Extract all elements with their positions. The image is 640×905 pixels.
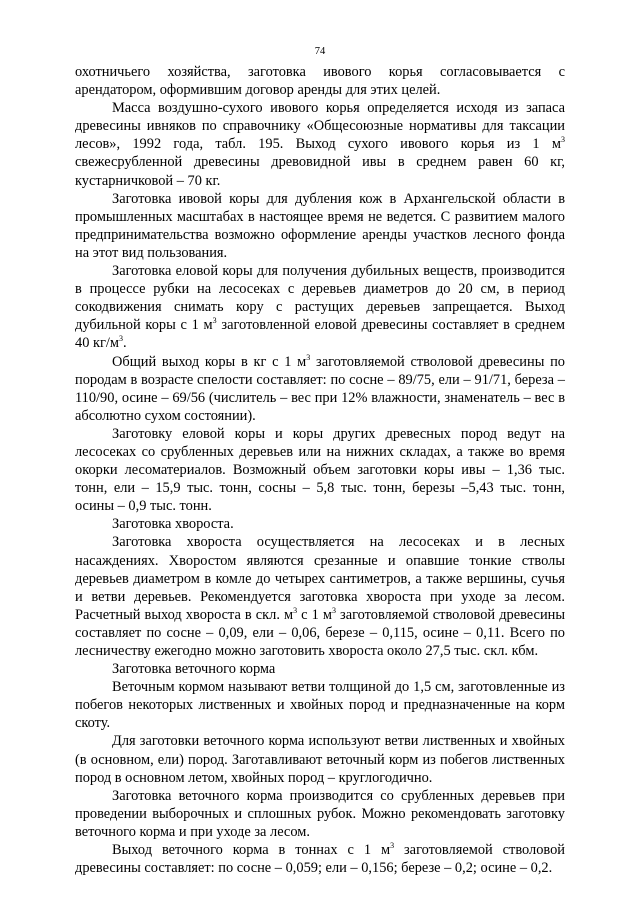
superscript: 3 — [561, 135, 565, 145]
paragraph: Для заготовки веточного корма используют ветви лиственных и хвойных (в основном, ели) пород. Заготавливают веточный корм из побегов лиственных пород в основном летом, хвойных пород – круглогодично. — [75, 733, 565, 786]
section-heading: Заготовка веточного корма — [112, 661, 276, 678]
superscript: 3 — [293, 605, 298, 615]
paragraph: Заготовка ивовой коры для дубления кож в Архангельской области в промышленных масштабах в настоящее время не ведется. С развитием малого предпринимательства возможно оформление аренды участков лесного фонда на этот вид пользования. — [75, 190, 565, 261]
superscript: 3 — [119, 334, 123, 344]
paragraph: Заготовка хвороста осуществляется на лесосеках и в лесных насаждениях. Хворостом являются срезанные и опавшие тонкие стволы деревьев диаметром в комле до четырех сантиметров, а также вершины, сучья и ветви деревьев. Рекомендуется заготовка хвороста при уходе за лесом. Расчетный выход хвороста в скл. $м^3$ с 1 $м^3$ заготовляемой стволовой древесины составляет по сосне – 0,09, ели – 0,06, березе – 0,115, осине – 0,11. Всего по лесничеству ежегодно можно заготовить хвороста около 27,5 тыс. скл. кбм. — [75, 534, 566, 659]
paragraph: охотничьего хозяйства, заготовка ивового корья согласовывается с арендатором, оформившим договор аренды для этих целей. — [75, 64, 565, 99]
paragraph: Масса воздушно-сухого ивового корья определяется исходя из запаса древесины ивняков по справочнику «Общесоюзные нормативы для таксации лесов», 1992 года, табл. 195. Выход сухого ивового корья из 1 $м^3$ свежесрубленной древесины древовидной ивы в среднем равен 60 кг, кустарничковой – 70 кг. — [75, 100, 565, 189]
superscript: 3 — [331, 605, 336, 615]
superscript: 3 — [212, 316, 217, 326]
page-number: 74 — [314, 46, 326, 57]
paragraph: Заготовка еловой коры для получения дубильных веществ, производится в процессе рубки на лесосеках с деревьев диаметров до 20 см, в период сокодвижения снимать кору с растущих деревьев запрещается. Выход дубильной коры с 1 $м^3$ заготовленной еловой древесины составляет в среднем 40 $кг/м^3$. — [75, 263, 565, 352]
paragraph: Заготовка веточного корма производится со срубленных деревьев при проведении выборочных и сплошных рубок. Можно рекомендовать заготовку веточного корма и при уходе за лесом. — [75, 787, 565, 840]
body-text — [75, 63, 565, 877]
section-heading: Заготовка хвороста. — [112, 516, 234, 533]
superscript: 3 — [390, 841, 395, 851]
paragraph: Общий выход коры в кг с 1 $м^3$ заготовляемой стволовой древесины по породам в возрасте спелости составляет: по сосне – 89/75, ели – 91/71, береза – 110/90, осине – 69/56 (числитель – вес при 12% влажности, знаменатель – вес в абсолютно сухом состоянии). — [75, 352, 566, 424]
paragraph: Выход веточного корма в тоннах с 1 $м^3$ заготовляемой стволовой древесины составляет: по сосне – 0,059; ели – 0,156; березе – 0,2; осине – 0,2. — [75, 841, 565, 877]
superscript: 3 — [306, 352, 311, 362]
paragraph: Заготовку еловой коры и коры других древесных пород ведут на лесосеках со срубленных деревьев или на нижних складах, а также во время окорки лесоматериалов. Возможный объем заготовки коры ивы – 1,36 тыс. тонн, ели – 15,9 тыс. тонн, сосны – 5,8 тыс. тонн, березы –5,43 тыс. тонн, осины – 0,9 тыс. тонн. — [75, 425, 565, 515]
paragraph: Веточным кормом называют ветви толщиной до 1,5 см, заготовленные из побегов некоторых лиственных и хвойных пород и предназначенные на корм скоту. — [75, 679, 565, 732]
